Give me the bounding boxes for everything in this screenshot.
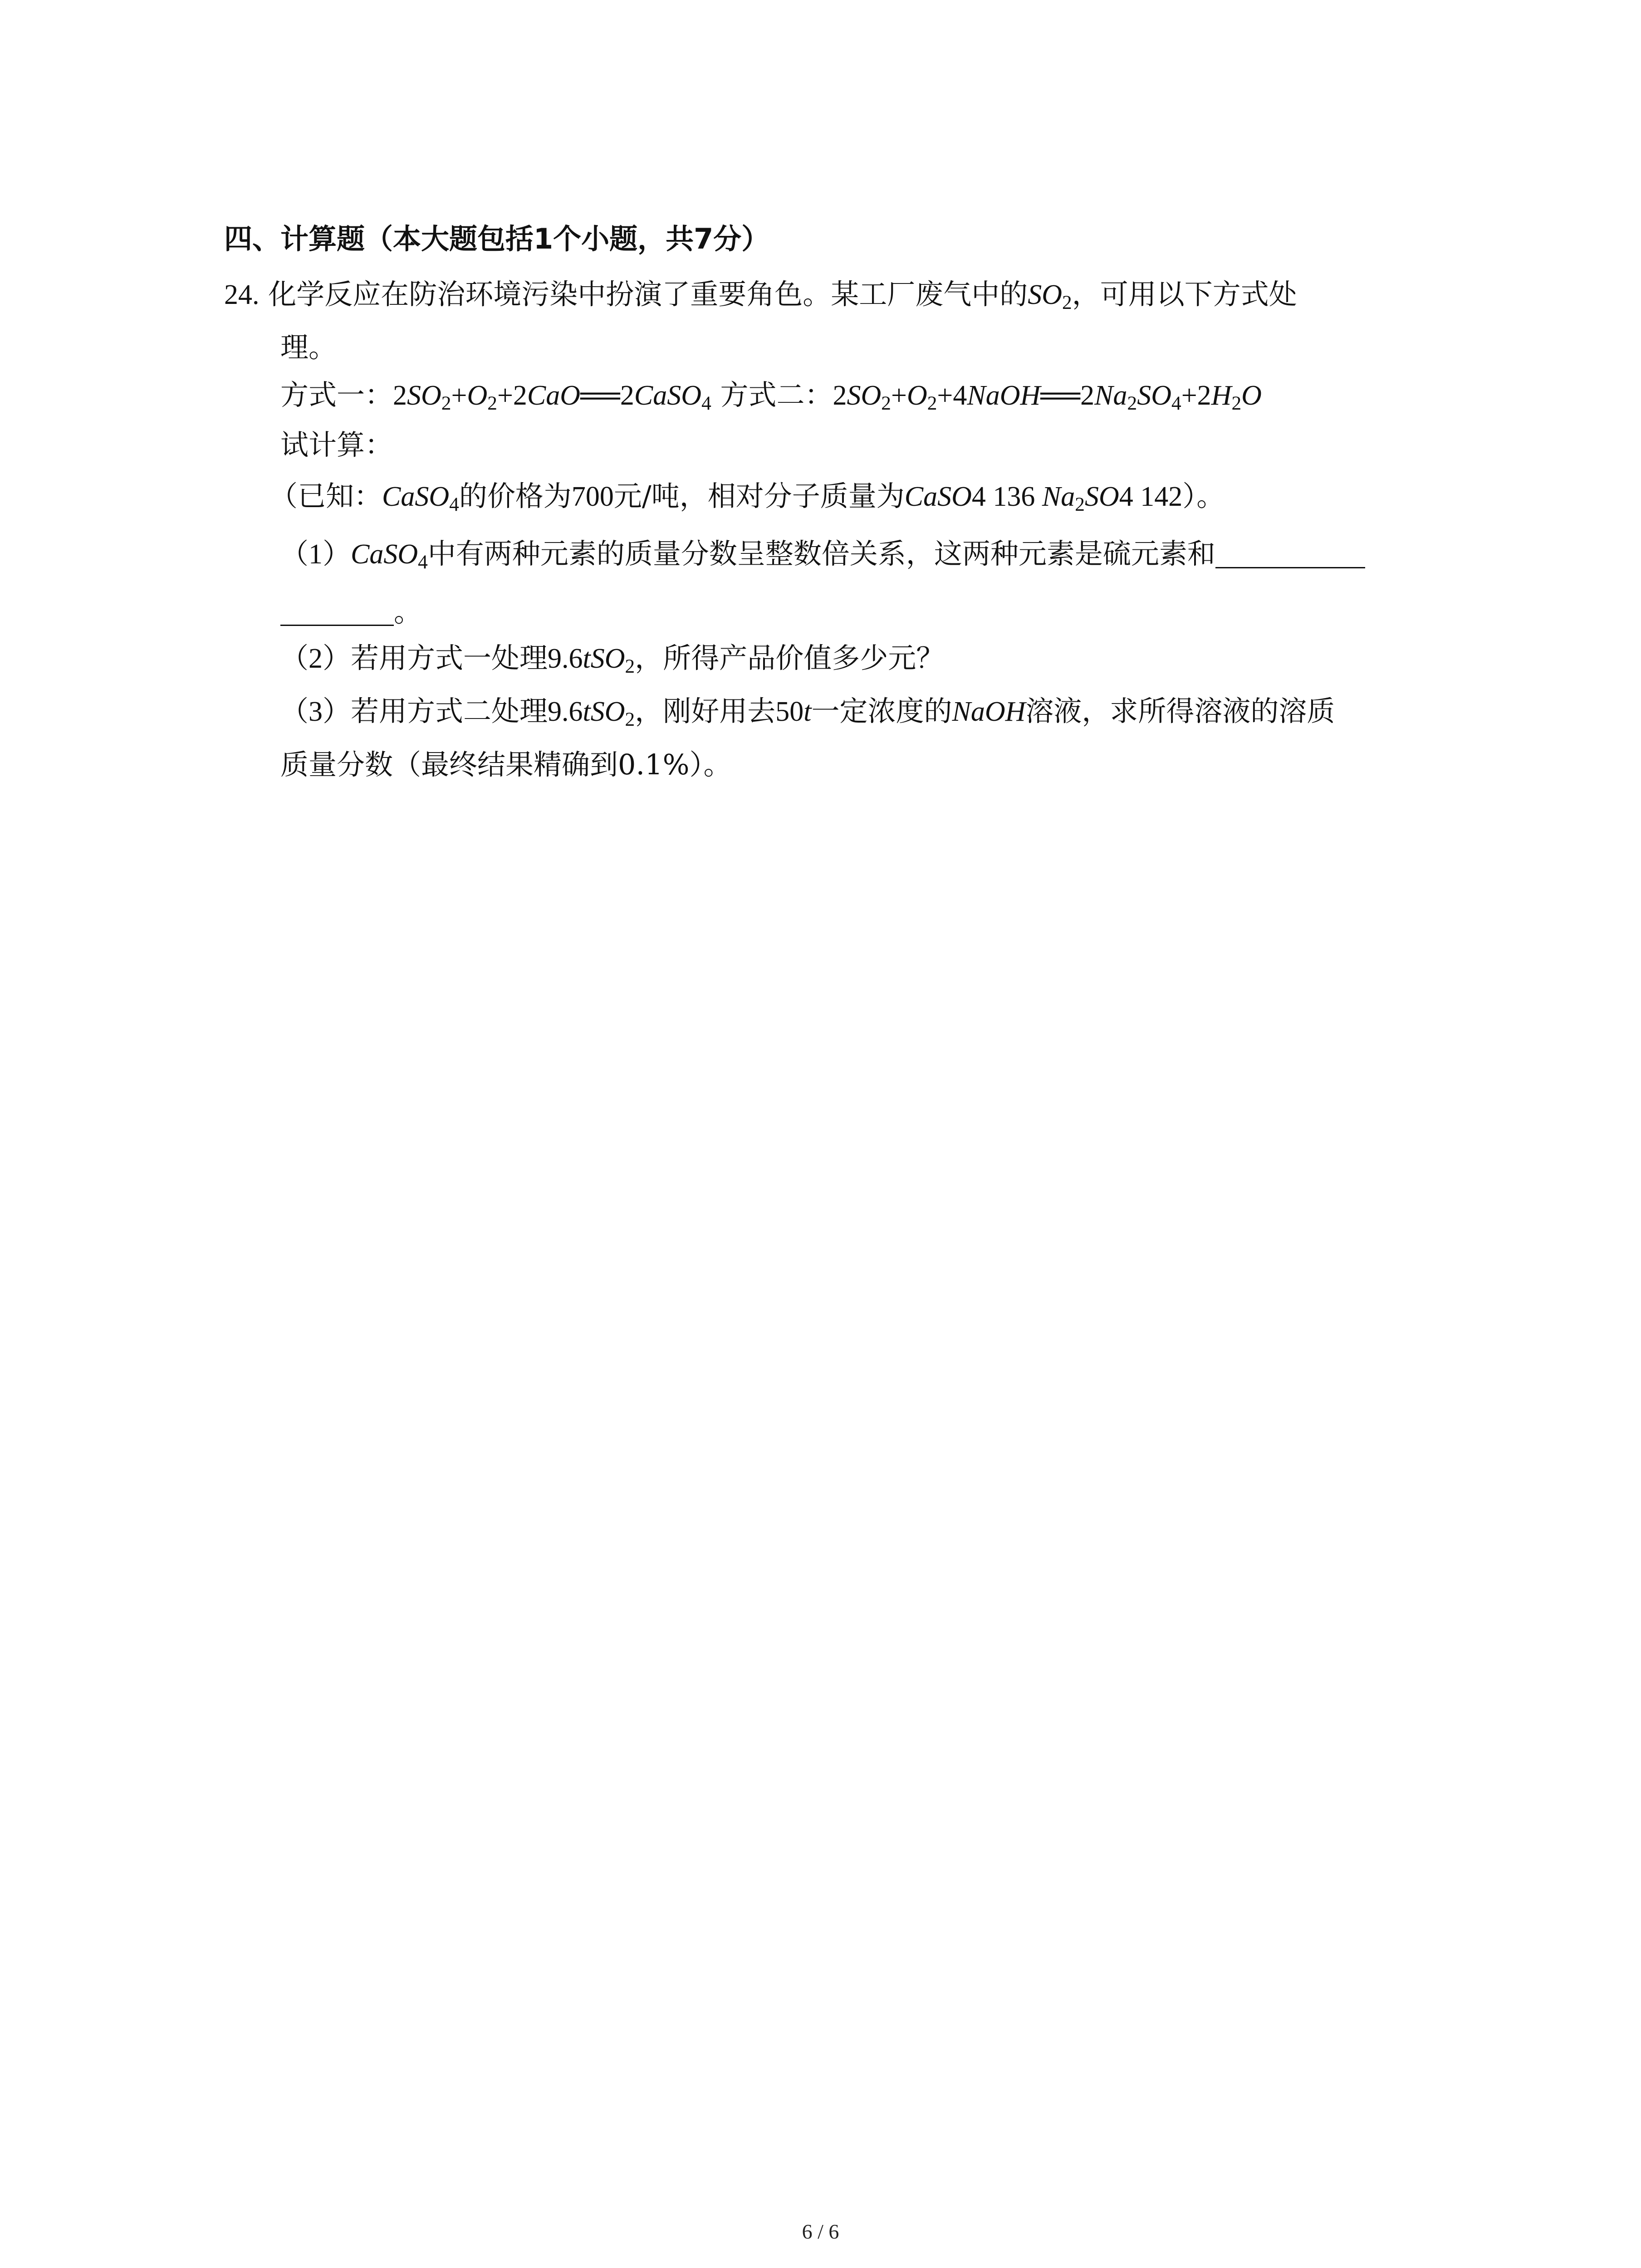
sub-question-1-continuation: 。 xyxy=(280,598,422,626)
calc-prompt: 试计算： xyxy=(280,428,393,461)
stem-so2-formula: $SO_2$ xyxy=(1028,279,1072,313)
sub-question-2: （2）若用方式一处理9.6tSO$_2$，所得产品价值多少元？ xyxy=(280,641,945,677)
sub-question-3-line2: 质量分数（最终结果精确到0.1%）。 xyxy=(280,748,732,781)
page-number: 6 / 6 xyxy=(802,2220,839,2243)
question-stem-part1: 化学反应在防治环境污染中扮演了重要角色。某工厂废气中的 xyxy=(268,278,1028,311)
answer-blank-1[interactable] xyxy=(1215,567,1365,568)
method1-label: 方式一： xyxy=(280,378,393,411)
given-info: （已知：CaSO$_4$的价格为700元/吨，相对分子质量为CaSO4 136 $Na_2SO4$ 142）。 xyxy=(269,479,1225,515)
question-stem-line2: 理。 xyxy=(280,331,337,364)
section-heading: 四、计算题（本大题包括1个小题，共7分） xyxy=(224,222,770,255)
question-stem-part2: ，可用以下方式处 xyxy=(1072,278,1297,311)
method1-equation: $2SO_2+O_2+2CaO══2CaSO_4$ xyxy=(393,380,711,414)
answer-blank-1-cont[interactable] xyxy=(280,624,394,626)
methods-line xyxy=(280,378,1262,414)
sub-question-1: （1）CaSO$_4$中有两种元素的质量分数呈整数倍关系，这两种元素是硫元素和 xyxy=(280,540,1365,568)
sub-question-3: （3）若用方式二处理9.6tSO$_2$，刚好用去50t一定浓度的NaOH溶液，求所得溶液的溶质 xyxy=(280,694,1335,730)
question-number: 24. xyxy=(224,279,260,310)
question-stem-line1 xyxy=(224,278,1297,313)
method2-equation: $2SO_2+O_2+4NaOH══2Na_2SO_4+2H_2O$ xyxy=(833,380,1262,414)
method2-label: 方式二： xyxy=(711,378,833,411)
